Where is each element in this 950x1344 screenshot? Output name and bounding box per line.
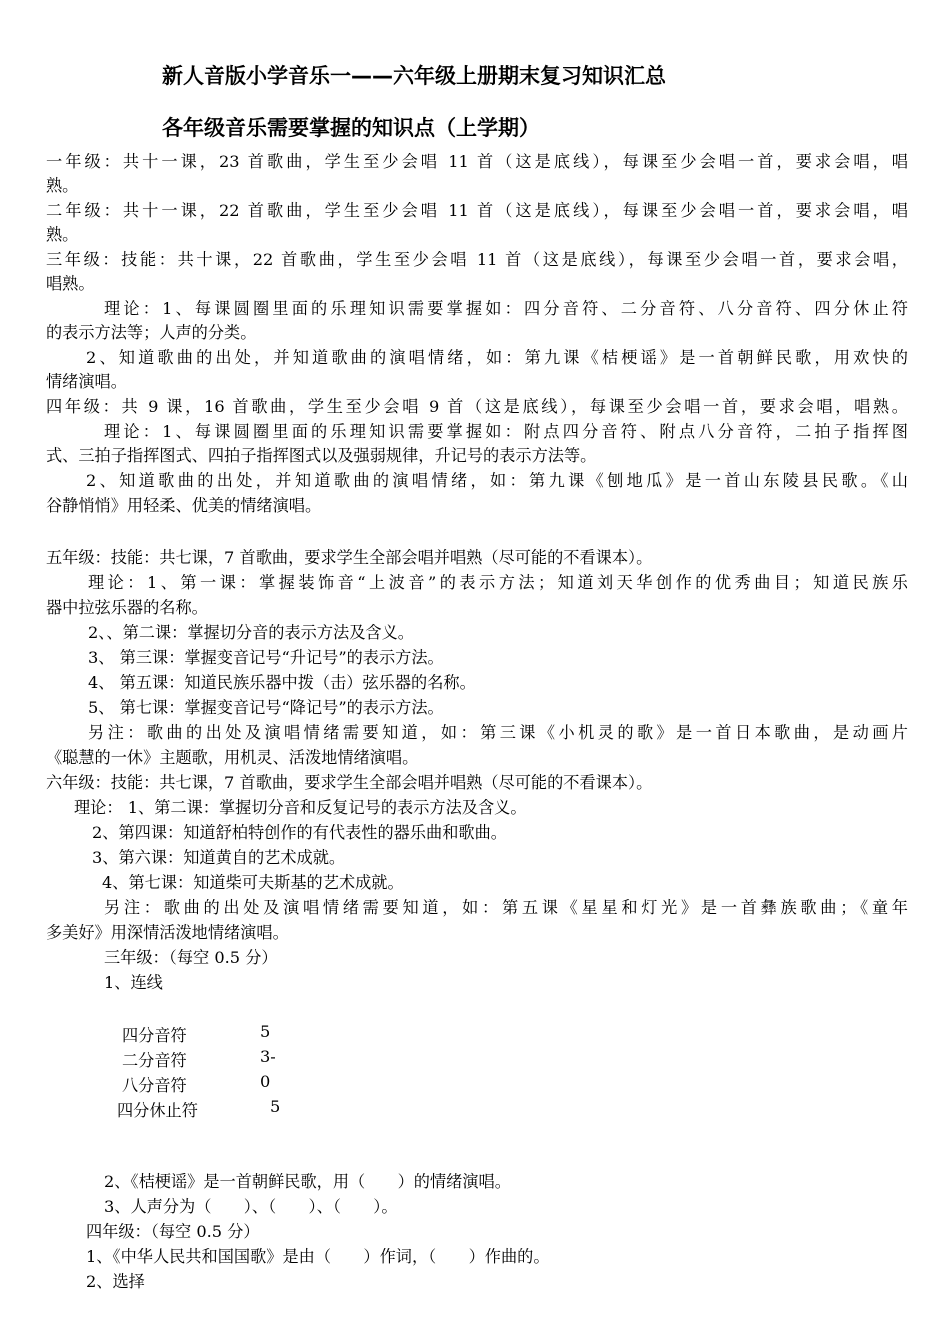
- text-line: 另注：歌曲的出处及演唱情绪需要知道，如：第五课《星星和灯光》是一首彝族歌曲；《童年: [104, 898, 908, 917]
- text-line: 式、三拍子指挥图式、四拍子指挥图式以及强弱规律，升记号的表示方法等。: [46, 446, 597, 465]
- match-right-item: 0: [260, 1072, 271, 1091]
- text-line: 多美好》用深情活泼地情绪演唱。: [46, 923, 289, 942]
- section-heading: 四年级：（每空 0.5 分）: [86, 1222, 260, 1241]
- question: 1、连线: [104, 973, 163, 992]
- text-line: 《聪慧的一休》主题歌，用机灵、活泼地情绪演唱。: [46, 748, 419, 767]
- text-line: 2、知道歌曲的出处，并知道歌曲的演唱情绪，如：第九课《刨地瓜》是一首山东陵县民歌。《山: [86, 471, 908, 490]
- text-line: 唱熟。: [46, 274, 95, 293]
- text-line: 3、第六课：知道黄自的艺术成就。: [92, 848, 346, 867]
- text-line: 的表示方法等；人声的分类。: [46, 323, 257, 342]
- text-line: 3、 第三课：掌握变音记号“升记号”的表示方法。: [88, 648, 444, 667]
- text-line: 四年级：共 9 课，16 首歌曲，学生至少会唱 9 首（这是底线），每课至少会唱一首，要求会唱，唱熟。: [46, 397, 908, 416]
- match-left-item: 四分音符: [122, 1026, 187, 1045]
- match-right-item: 5: [260, 1022, 271, 1041]
- text-line: 4、第七课：知道柴可夫斯基的艺术成就。: [102, 873, 404, 892]
- text-line: 理论：1、每课圆圈里面的乐理知识需要掌握如：四分音符、二分音符、八分音符、四分休止符: [104, 299, 908, 318]
- match-left-item: 八分音符: [122, 1076, 187, 1095]
- text-line: 理论：1、第一课：掌握装饰音“上波音”的表示方法；知道刘天华创作的优秀曲目；知道民族乐: [88, 573, 908, 592]
- document-subtitle: 各年级音乐需要掌握的知识点（上学期）: [162, 116, 540, 140]
- question: 2、《桔梗谣》是一首朝鲜民歌，用（ ）的情绪演唱。: [104, 1172, 511, 1191]
- text-line: 三年级：技能：共十课，22 首歌曲，学生至少会唱 11 首（这是底线），每课至少会唱一首，要求会唱，: [46, 250, 908, 269]
- text-line: 理论：1、每课圆圈里面的乐理知识需要掌握如：附点四分音符、附点八分音符，二拍子指挥图: [104, 422, 908, 441]
- section-heading: 三年级：（每空 0.5 分）: [104, 948, 278, 967]
- text-line: 二年级：共十一课，22 首歌曲，学生至少会唱 11 首（这是底线），每课至少会唱一首，要求会唱，唱: [46, 201, 908, 220]
- question: 2、选择: [86, 1272, 145, 1291]
- text-line: 器中拉弦乐器的名称。: [46, 598, 208, 617]
- text-line: 理论： 1、第二课：掌握切分音和反复记号的表示方法及含义。: [74, 798, 527, 817]
- text-line: 情绪演唱。: [46, 372, 127, 391]
- text-line: 一年级：共十一课，23 首歌曲，学生至少会唱 11 首（这是底线），每课至少会唱一首，要求会唱，唱: [46, 152, 908, 171]
- match-right-item: 3-: [260, 1047, 276, 1066]
- match-left-item: 四分休止符: [117, 1101, 198, 1120]
- text-line: 另注：歌曲的出处及演唱情绪需要知道，如：第三课《小机灵的歌》是一首日本歌曲，是动画片: [88, 723, 908, 742]
- document-title: 新人音版小学音乐一——六年级上册期末复习知识汇总: [162, 64, 666, 88]
- text-line: 熟。: [46, 176, 79, 195]
- text-line: 4、 第五课：知道民族乐器中拨（击）弦乐器的名称。: [88, 673, 476, 692]
- text-line: 谷静悄悄》用轻柔、优美的情绪演唱。: [46, 496, 322, 515]
- question: 3、人声分为（ ）、（ ）、（ ）。: [104, 1197, 398, 1216]
- text-line: 2、第四课：知道舒柏特创作的有代表性的器乐曲和歌曲。: [92, 823, 507, 842]
- text-line: 2、、第二课：掌握切分音的表示方法及含义。: [88, 623, 414, 642]
- match-left-item: 二分音符: [122, 1051, 187, 1070]
- question: 1、《中华人民共和国国歌》是由（ ）作词，（ ）作曲的。: [86, 1247, 550, 1266]
- text-line: 2、知道歌曲的出处，并知道歌曲的演唱情绪，如：第九课《桔梗谣》是一首朝鲜民歌，用欢快的: [86, 348, 908, 367]
- text-line: 五年级：技能：共七课，7 首歌曲，要求学生全部会唱并唱熟（尽可能的不看课本）。: [46, 548, 653, 567]
- text-line: 5、 第七课：掌握变音记号“降记号”的表示方法。: [88, 698, 444, 717]
- text-line: 熟。: [46, 225, 79, 244]
- text-line: 六年级：技能：共七课，7 首歌曲，要求学生全部会唱并唱熟（尽可能的不看课本）。: [46, 773, 653, 792]
- match-right-item: 5: [270, 1097, 281, 1116]
